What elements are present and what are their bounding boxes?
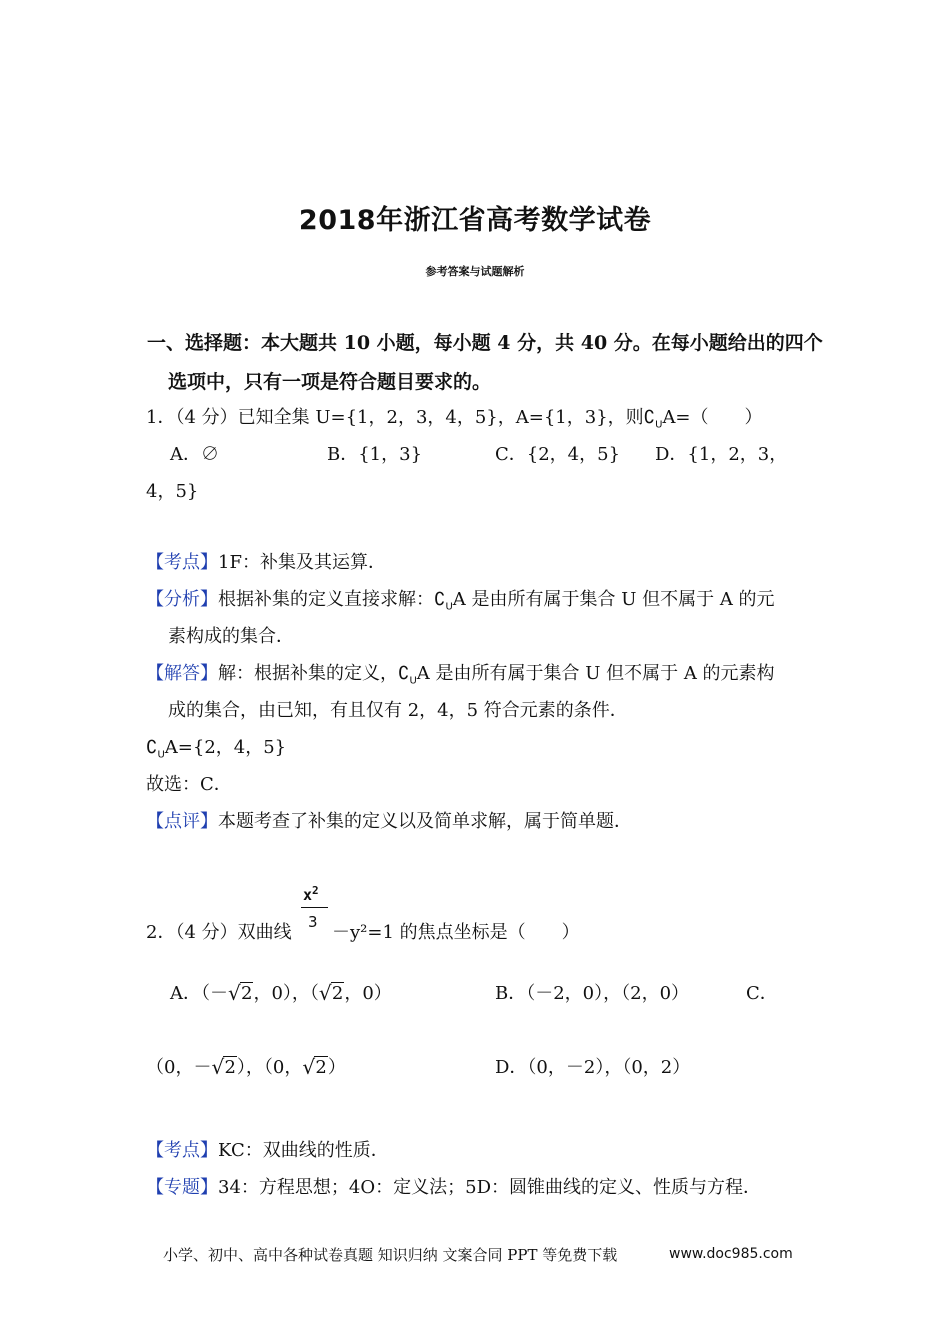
q1-kaodian [146,548,386,574]
dianping-text: 本题考查了补集的定义以及简单求解，属于简单题． [218,811,632,832]
fraction-denominator: 3 [308,913,318,931]
page-title: 2018年浙江省高考数学试卷 [298,205,652,236]
complement-symbol: $∁_U$ [146,737,165,761]
fenxi-text-b: A 是由所有属于集合 U 但不属于 A 的元 [452,589,775,610]
q1-fenxi-cont: 素构成的集合． [168,626,294,647]
fenxi-label: 【分析】 [146,589,218,610]
q2-zhuanti [146,1173,761,1199]
kaodian-text: 1F：补集及其运算． [218,552,386,573]
sqrt-2: √ 2 [228,981,253,1005]
footer-url[interactable]: www.doc985.com [669,1246,793,1262]
q1-option-d-cont: 4，5} [146,481,199,502]
q1-stem-end: A=（ ） [662,407,763,428]
q1-stem [146,403,763,431]
jieda-text-b: A 是由所有属于集合 U 但不属于 A 的元素构 [416,663,775,684]
q1-fenxi [146,585,775,613]
sqrt-2: √ 2 [302,1055,327,1079]
footer-text: 小学、初中、高中各种试卷真题 知识归纳 文案合同 PPT 等免费下载 [163,1246,618,1264]
q1-option-a: A．∅ [170,444,219,465]
kaodian-text: KC：双曲线的性质． [218,1140,389,1161]
q1-option-b: B．{1，3} [327,444,423,465]
q1-result [146,733,286,761]
complement-symbol: $∁_U$ [643,407,663,431]
section-heading: 一、选择题：本大题共 10 小题，每小题 4 分，共 40 分。在每小题给出的四个 [147,332,823,354]
q2-option-d: D．（0，－2），（0，2） [495,1057,691,1078]
zhuanti-label: 【专题】 [146,1177,218,1198]
q1-jieda-cont: 成的集合，由已知，有且仅有 2，4，5 符合元素的条件． [168,700,628,721]
q2-stem-a: 2．（4 分）双曲线 [146,922,292,943]
q2-option-c-label: C． [746,983,778,1004]
complement-symbol: $∁_U$ [398,663,417,687]
fraction-numerator: $x^2$ [303,884,319,904]
kaodian-label: 【考点】 [146,552,218,573]
q2-stem-b: －y²=1 的焦点坐标是（ ） [332,922,580,943]
q1-choice: 故选：C． [146,774,232,795]
kaodian-label: 【考点】 [146,1140,218,1161]
zhuanti-text: 34：方程思想；4O：定义法；5D：圆锥曲线的定义、性质与方程． [218,1177,761,1198]
jieda-text-a: 解：根据补集的定义， [218,663,398,684]
fraction-line [301,907,328,908]
q1-option-c: C．{2，4，5} [495,444,621,465]
q1-option-d: D．{1，2，3， [655,444,788,465]
q1-stem-text: 1．（4 分）已知全集 U={1，2，3，4，5}，A={1，3}，则 [146,407,644,428]
jieda-label: 【解答】 [146,663,218,684]
q2-option-c: （0，－ √ 2），（0， √ 2） [146,1055,346,1079]
fenxi-text-a: 根据补集的定义直接求解： [218,589,434,610]
q1-jieda [146,659,775,687]
sqrt-2: √ 2 [318,981,344,1005]
result-text: A={2，4，5} [164,737,287,758]
q1-dianping [146,807,632,833]
sqrt-2: √ 2 [211,1055,236,1079]
q2-kaodian [146,1136,389,1162]
q2-option-b: B．（－2，0），（2，0） [495,983,690,1004]
dianping-label: 【点评】 [146,811,218,832]
section-heading-cont: 选项中，只有一项是符合题目要求的。 [168,371,492,393]
page-subtitle: 参考答案与试题解析 [425,265,525,278]
q2-option-a: A．（－ √ 2，0），（ √ 2，0） [170,981,392,1005]
complement-symbol: $∁_U$ [434,589,453,613]
